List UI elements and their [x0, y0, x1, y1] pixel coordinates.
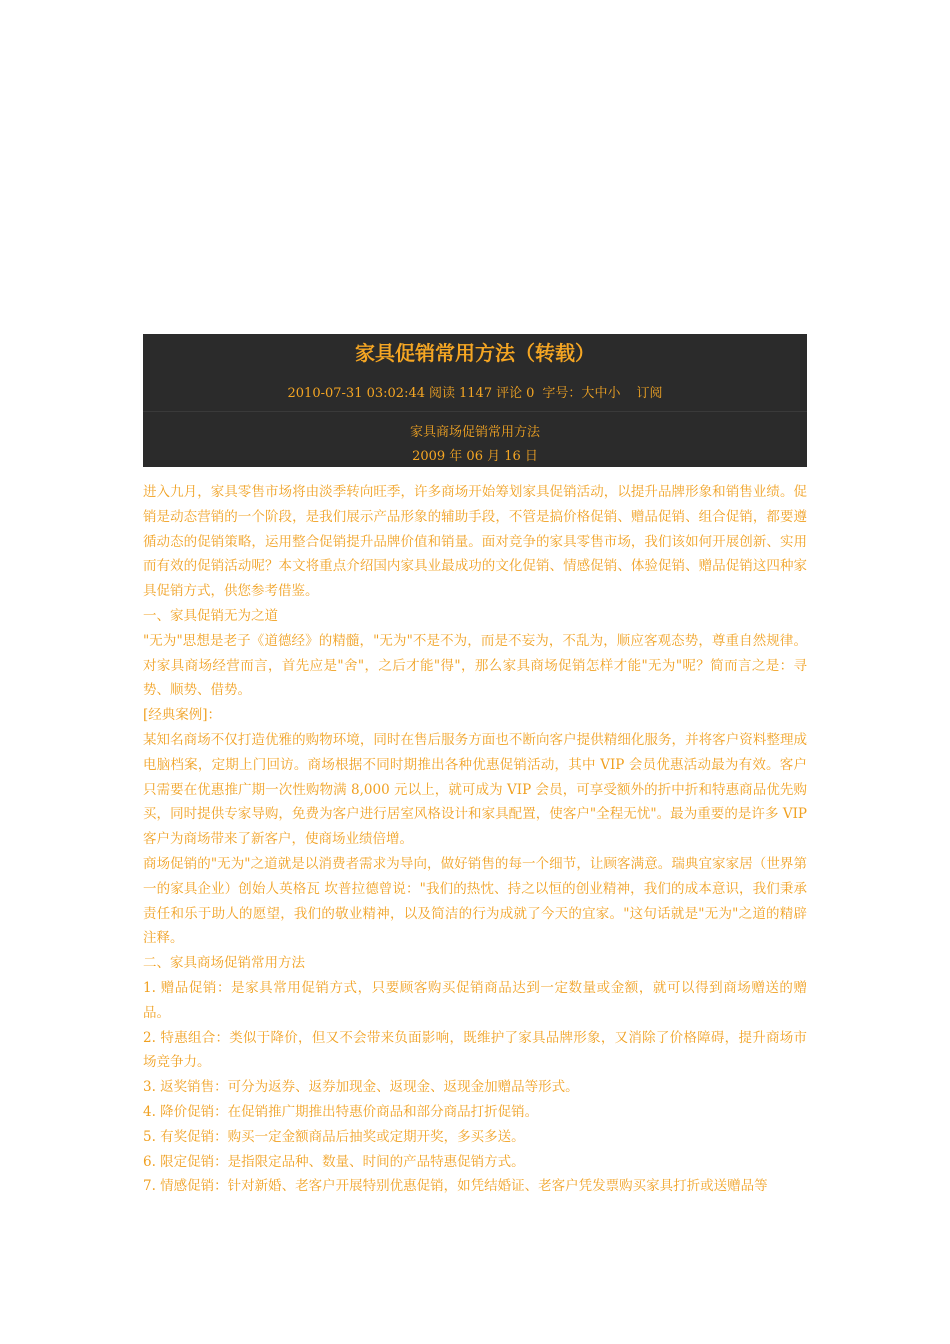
list-item: 5. 有奖促销：购买一定金额商品后抽奖或定期开奖，多买多送。	[143, 1128, 525, 1145]
list-item: 6. 限定促销：是指限定品种、数量、时间的产品特惠促销方式。	[143, 1153, 525, 1170]
font-size-small[interactable]: 小	[607, 386, 621, 401]
paragraph: 某知名商场不仅打造优雅的购物环境，同时在售后服务方面也不断向客户提供精细化服务，并将客户资料整理成电脑档案，定期上门回访。商场根据不同时期推出各种优惠促销活动，其中 VIP 会员优惠活动最为有效。客户只需要在优惠推广期一次性购物满 8,000 元以上，就可成为 VIP 会员，可享受额外的折中折和特惠商品优先购买，同时提供专家导购，免费为客户进行居室风格设计和家具配置，使客户"全程无忧"。最为重要的是许多 VIP 客户为商场带来了新客户，使商场业绩倍增。	[143, 731, 807, 848]
case-label: [经典案例]：	[143, 707, 222, 724]
list-item: 3. 返奖销售：可分为返券、返券加现金、返现金、返现金加赠品等形式。	[143, 1079, 579, 1096]
section-heading: 二、家具商场促销常用方法	[143, 955, 305, 972]
read-count: 1147	[459, 386, 493, 401]
paragraph: "无为"思想是老子《道德经》的精髓，"无为"不是不为，而是不妄为，不乱为，顺应客观态势，尊重自然规律。对家具商场经营而言，首先应是"舍"，之后才能"得"，那么家具商场促销怎样才能"无为"呢？简而言之是：寻势、顺势、借势。	[143, 632, 807, 699]
article-header	[143, 334, 807, 467]
paragraph: 进入九月，家具零售市场将由淡季转向旺季，许多商场开始筹划家具促销活动，以提升品牌形象和销售业绩。促销是动态营销的一个阶段，是我们展示产品形象的辅助手段，不管是搞价格促销、赠品促销、组合促销，都要遵循动态的促销策略，运用整合促销提升品牌价值和销量。面对竞争的家具零售市场，我们该如何开展创新、实用而有效的促销活动呢？本文将重点介绍国内家具业最成功的文化促销、情感促销、体验促销、赠品促销这四种家具促销方式，供您参考借鉴。	[143, 484, 807, 600]
paragraph: 商场促销的"无为"之道就是以消费者需求为导向，做好销售的每一个细节，让顾客满意。瑞典宜家家居（世界第一的家具企业）创始人英格瓦 坎普拉德曾说："我们的热忱、持之以恒的创业精神，我们的成本意识，我们秉承责任和乐于助人的愿望，我们的敬业精神，以及简洁的行为成就了今天的宜家。"这句话就是"无为"之道的精辟注释。	[143, 855, 807, 947]
subscribe-link[interactable]: 订阅	[636, 386, 663, 401]
post-datetime: 2010-07-31 03:02:44	[287, 386, 425, 401]
subtitle-date: 2009 年 06 月 16 日	[412, 449, 538, 464]
article-subtitle	[143, 421, 807, 469]
list-item: 7. 情感促销：针对新婚、老客户开展特别优惠促销，如凭结婚证、老客户凭发票购买家具打折或送赠品等	[143, 1178, 768, 1195]
font-size-large[interactable]: 大	[581, 386, 595, 401]
section-heading: 一、家具促销无为之道	[143, 607, 278, 624]
font-size-medium[interactable]: 中	[594, 386, 608, 401]
article-title: 家具促销常用方法（转载）	[355, 341, 595, 365]
read-label: 阅读	[429, 386, 456, 401]
list-item: 4. 降价促销：在促销推广期推出特惠价商品和部分商品打折促销。	[143, 1103, 539, 1120]
list-item: 2. 特惠组合：类似于降价，但又不会带来负面影响，既维护了家具品牌形象，又消除了价格障碍，提升商场市场竞争力。	[143, 1029, 807, 1071]
comment-count: 0	[526, 386, 535, 401]
article	[143, 334, 807, 1199]
comment-link[interactable]: 评论	[496, 386, 523, 401]
article-body	[143, 480, 807, 1199]
article-meta	[143, 385, 807, 403]
list-item: 1. 赠品促销：是家具常用促销方式，只要顾客购买促销商品达到一定数量或金额，就可以得到商场赠送的赠品。	[143, 979, 807, 1021]
subtitle-line-1: 家具商场促销常用方法	[409, 425, 540, 440]
header-divider	[143, 411, 807, 412]
font-size-label: 字号：	[542, 386, 582, 401]
